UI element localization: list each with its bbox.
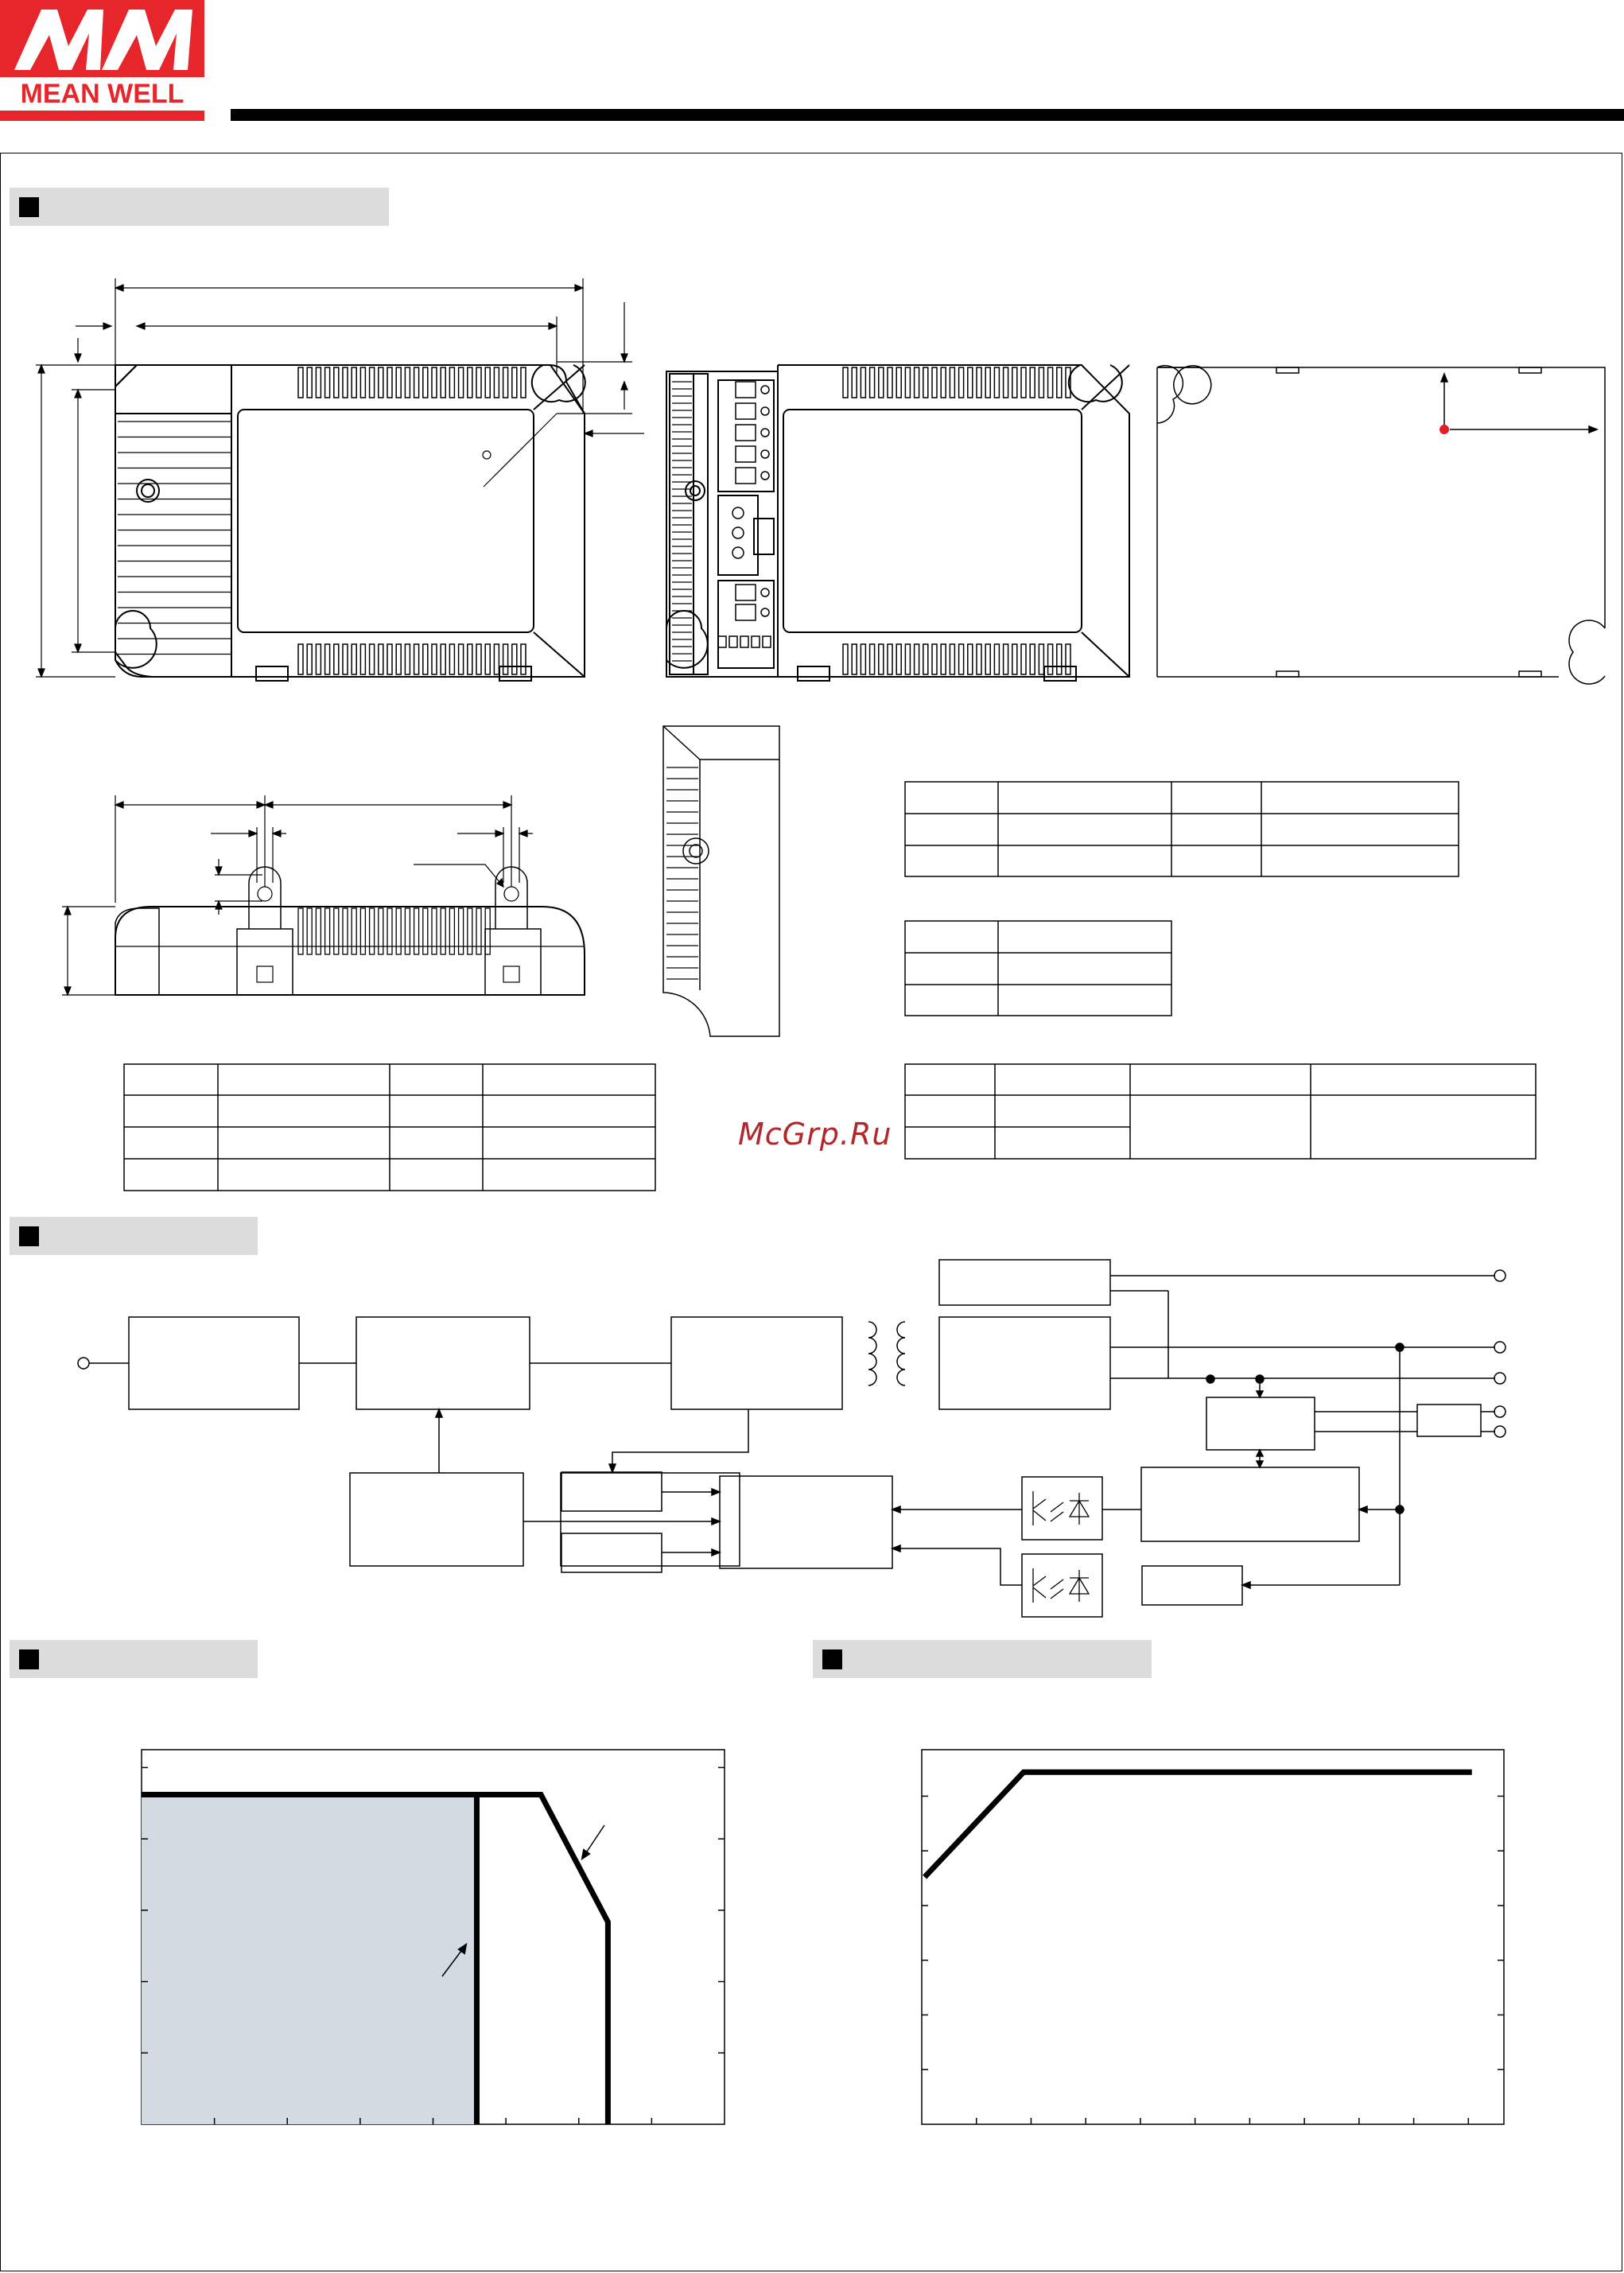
static-chart bbox=[922, 1750, 1504, 2124]
vent-slot bbox=[1039, 367, 1043, 398]
vent-slot bbox=[316, 644, 321, 674]
vent-slot bbox=[449, 367, 454, 398]
vent-slot bbox=[896, 644, 901, 674]
vent-slot bbox=[441, 644, 445, 674]
vent-slot bbox=[905, 644, 910, 674]
vent-slot bbox=[503, 644, 508, 674]
vent-slot bbox=[994, 367, 999, 398]
vent-slot bbox=[316, 367, 321, 398]
block-pfc-control-main bbox=[350, 1473, 523, 1566]
vent-slot bbox=[379, 908, 383, 954]
vent-slot bbox=[360, 367, 365, 398]
spec-table-2 bbox=[905, 921, 1171, 1016]
vent-slot bbox=[405, 908, 410, 954]
vent-slot bbox=[298, 644, 303, 674]
vent-slot bbox=[414, 908, 419, 954]
vent-slot bbox=[423, 908, 428, 954]
vent-slot bbox=[905, 367, 910, 398]
vent-slot bbox=[396, 908, 401, 954]
vent-slot bbox=[360, 644, 365, 674]
vent-slot bbox=[352, 908, 356, 954]
end-view-fins bbox=[666, 767, 698, 979]
vent-slot bbox=[379, 644, 383, 674]
vent-slot bbox=[343, 644, 348, 674]
terminal-slot bbox=[736, 604, 756, 620]
vent-slot bbox=[1057, 367, 1062, 398]
vent-slot bbox=[494, 644, 499, 674]
vent-slot bbox=[977, 367, 981, 398]
vent-slot bbox=[1048, 367, 1053, 398]
vent-slot bbox=[423, 367, 428, 398]
mounting-outline bbox=[1157, 366, 1605, 684]
spec-table-3 bbox=[124, 1064, 655, 1191]
block-rectifiers bbox=[939, 1317, 1110, 1409]
block-ovp bbox=[1142, 1566, 1242, 1605]
terminal-blocks bbox=[718, 382, 771, 647]
vent-slot bbox=[1004, 644, 1008, 674]
vent-slot bbox=[343, 367, 348, 398]
vent-slot bbox=[414, 644, 419, 674]
vent-slot bbox=[370, 644, 375, 674]
vent-slot bbox=[985, 644, 990, 674]
terminal-screw bbox=[732, 547, 744, 558]
vent-slot bbox=[1012, 644, 1017, 674]
top-view-2-side-fins bbox=[672, 382, 692, 661]
vent-slot bbox=[476, 644, 481, 674]
side-view-dimensions bbox=[62, 795, 533, 995]
vent-slot bbox=[485, 367, 490, 398]
terminal-screw bbox=[761, 608, 769, 616]
vent-slot bbox=[334, 908, 339, 954]
terminal-screw bbox=[732, 527, 744, 538]
terminal-screw bbox=[761, 386, 769, 394]
top-view-side-fins bbox=[118, 422, 231, 655]
vent-slot bbox=[985, 367, 990, 398]
vent-slot bbox=[325, 908, 330, 954]
vent-slot bbox=[1057, 644, 1062, 674]
end-view bbox=[663, 726, 779, 1036]
vent-slot bbox=[387, 644, 392, 674]
vent-slot bbox=[1048, 644, 1053, 674]
vent-slot bbox=[512, 644, 517, 674]
vent-slot bbox=[459, 367, 464, 398]
vent-slot bbox=[423, 644, 428, 674]
block-dimming-interface bbox=[1417, 1405, 1481, 1436]
terminal-screw bbox=[761, 450, 769, 458]
terminal-screw bbox=[761, 407, 769, 415]
vent-slot bbox=[923, 367, 928, 398]
vent-slot bbox=[968, 644, 973, 674]
top-view-vents bbox=[298, 367, 526, 674]
vent-slot bbox=[405, 367, 410, 398]
terminal-screw bbox=[732, 507, 744, 519]
vent-slot bbox=[468, 367, 472, 398]
vent-slot bbox=[485, 908, 490, 954]
block-ocp bbox=[561, 1472, 662, 1511]
vent-slot bbox=[432, 908, 437, 954]
top-view-dimension-lines bbox=[36, 278, 644, 677]
vent-slot bbox=[494, 367, 499, 398]
vent-slot bbox=[843, 644, 848, 674]
vent-slot bbox=[396, 367, 401, 398]
vent-slot bbox=[316, 908, 321, 954]
vent-slot bbox=[959, 644, 964, 674]
vent-slot bbox=[449, 908, 454, 954]
photo-coupler-symbols bbox=[1033, 1491, 1089, 1603]
vent-slot bbox=[476, 367, 481, 398]
vent-slot bbox=[325, 644, 330, 674]
derating-chart bbox=[142, 1750, 725, 2124]
vent-slot bbox=[861, 367, 865, 398]
vent-slot bbox=[932, 644, 937, 674]
vent-slot bbox=[941, 367, 946, 398]
vent-slot bbox=[334, 644, 339, 674]
vent-slot bbox=[334, 367, 339, 398]
phototransistor-symbol bbox=[1033, 1491, 1046, 1525]
vent-slot bbox=[1012, 367, 1017, 398]
vent-slot bbox=[352, 367, 356, 398]
light-arrows bbox=[1051, 1579, 1063, 1599]
vent-slot bbox=[968, 367, 973, 398]
terminal-slot bbox=[736, 468, 756, 484]
vent-slot bbox=[1030, 644, 1035, 674]
vent-slot bbox=[870, 644, 875, 674]
vent-slot bbox=[432, 367, 437, 398]
mounting-hole-marker bbox=[1439, 425, 1449, 434]
transformer bbox=[868, 1322, 905, 1385]
dip-switch bbox=[763, 636, 771, 647]
vent-slot bbox=[879, 367, 884, 398]
vent-slot bbox=[307, 644, 312, 674]
terminal-slot bbox=[736, 403, 756, 419]
vent-slot bbox=[1030, 367, 1035, 398]
vent-slot bbox=[843, 367, 848, 398]
light-arrows bbox=[1051, 1502, 1063, 1521]
vent-slot bbox=[888, 644, 892, 674]
vent-slot bbox=[298, 908, 303, 954]
vent-slot bbox=[941, 644, 946, 674]
vent-slot bbox=[360, 908, 365, 954]
dip-switch bbox=[718, 636, 726, 647]
vent-slot bbox=[879, 644, 884, 674]
dip-switch bbox=[752, 636, 760, 647]
vent-slot bbox=[432, 644, 437, 674]
vent-slot bbox=[521, 367, 526, 398]
vent-slot bbox=[441, 367, 445, 398]
block-pwm-control bbox=[720, 1476, 892, 1568]
block-diagram bbox=[78, 1260, 1506, 1617]
spec-table-1 bbox=[905, 782, 1459, 876]
block-detection-circuit bbox=[1141, 1467, 1359, 1541]
vent-slot bbox=[414, 367, 419, 398]
dip-switch bbox=[740, 636, 748, 647]
vent-slot bbox=[959, 367, 964, 398]
vent-slot bbox=[1066, 644, 1070, 674]
vent-slot bbox=[352, 644, 356, 674]
vent-slot bbox=[950, 367, 954, 398]
vent-slot bbox=[1021, 644, 1026, 674]
input-terminal bbox=[78, 1358, 89, 1369]
vent-slot bbox=[915, 644, 919, 674]
side-view-vents bbox=[298, 908, 490, 954]
vent-slot bbox=[468, 644, 472, 674]
vent-slot bbox=[861, 644, 865, 674]
phototransistor-symbol bbox=[1033, 1568, 1046, 1603]
brand-name: MEAN WELL bbox=[0, 77, 204, 111]
vent-slot bbox=[994, 644, 999, 674]
side-view bbox=[115, 867, 585, 995]
vent-slot bbox=[932, 367, 937, 398]
vent-slot bbox=[468, 908, 472, 954]
vent-slot bbox=[459, 908, 464, 954]
terminal-slot bbox=[736, 446, 756, 462]
terminal-slot bbox=[736, 382, 756, 398]
vent-slot bbox=[896, 367, 901, 398]
block-emi-filter bbox=[129, 1317, 299, 1409]
vent-slot bbox=[325, 367, 330, 398]
vent-slot bbox=[396, 644, 401, 674]
spec-table-4 bbox=[905, 1064, 1536, 1159]
block-pfc bbox=[356, 1317, 530, 1409]
terminal-slot bbox=[736, 425, 756, 441]
terminal-screw bbox=[761, 589, 769, 596]
block-aux-power bbox=[939, 1260, 1110, 1305]
vent-slot bbox=[485, 644, 490, 674]
vent-slot bbox=[449, 644, 454, 674]
vent-slot bbox=[915, 367, 919, 398]
vent-slot bbox=[923, 644, 928, 674]
vent-slot bbox=[888, 367, 892, 398]
vent-slot bbox=[387, 367, 392, 398]
vent-slot bbox=[379, 367, 383, 398]
vent-slot bbox=[521, 644, 526, 674]
vent-slot bbox=[503, 367, 508, 398]
led-symbol bbox=[1070, 1493, 1089, 1525]
vent-slot bbox=[405, 644, 410, 674]
terminal-slot bbox=[736, 585, 756, 600]
top-view-2-vents bbox=[843, 367, 1070, 674]
vent-slot bbox=[307, 367, 312, 398]
top-view-housing bbox=[115, 365, 585, 681]
vent-slot bbox=[852, 644, 857, 674]
vent-slot bbox=[852, 367, 857, 398]
vent-slot bbox=[298, 367, 303, 398]
led-symbol bbox=[1070, 1570, 1089, 1602]
vent-slot bbox=[512, 367, 517, 398]
vent-slot bbox=[1021, 367, 1026, 398]
vent-slot bbox=[459, 644, 464, 674]
block-dimming-control bbox=[1206, 1397, 1315, 1450]
vent-slot bbox=[370, 908, 375, 954]
vent-slot bbox=[387, 908, 392, 954]
vent-slot bbox=[441, 908, 445, 954]
watermark-text: McGrp.Ru bbox=[738, 1117, 892, 1152]
vent-slot bbox=[950, 644, 954, 674]
vent-slot bbox=[370, 367, 375, 398]
terminal-screw bbox=[761, 429, 769, 437]
dip-switch bbox=[729, 636, 737, 647]
vent-slot bbox=[870, 367, 875, 398]
terminal-screw bbox=[761, 472, 769, 480]
vent-slot bbox=[476, 908, 481, 954]
vent-slot bbox=[1004, 367, 1008, 398]
vent-slot bbox=[343, 908, 348, 954]
block-power-switching bbox=[671, 1317, 842, 1409]
vent-slot bbox=[1039, 644, 1043, 674]
vent-slot bbox=[977, 644, 981, 674]
vent-slot bbox=[307, 908, 312, 954]
